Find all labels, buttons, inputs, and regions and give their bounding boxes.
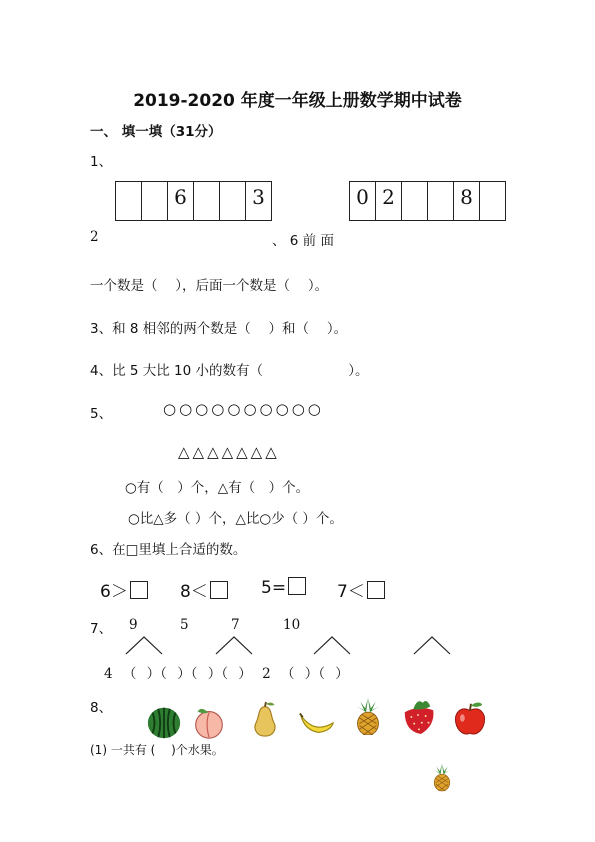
circle-row: ○○○○○○○○○○ bbox=[163, 400, 324, 418]
compare-text: 8＜ bbox=[180, 582, 208, 602]
q3-text: 3、和 8 相邻的两个数是（ ）和（ ）。 bbox=[90, 321, 348, 337]
page-title: 2019-2020 年度一年级上册数学期中试卷 bbox=[133, 91, 462, 111]
q8-number: 8、 bbox=[90, 700, 113, 716]
apple-icon bbox=[451, 699, 489, 737]
split-top: 9 bbox=[129, 617, 138, 633]
triangle-row: △△△△△△△ bbox=[178, 443, 280, 461]
banana-icon bbox=[298, 702, 336, 740]
watermelon-icon bbox=[145, 703, 183, 741]
q8-line1: (1) 一共有 ( )个水果。 bbox=[90, 743, 224, 757]
pineapple-icon bbox=[349, 697, 387, 735]
pineapple-icon bbox=[428, 760, 456, 794]
q7-number: 7、 bbox=[90, 621, 113, 637]
grid-cell[interactable]: 8 bbox=[454, 182, 480, 220]
q1-number: 1、 bbox=[90, 154, 113, 170]
compare-text: 7＜ bbox=[337, 582, 365, 602]
section-heading: 一、 填一填（31分） bbox=[90, 124, 222, 140]
q5-line2: ○比△多（ ）个，△比○少（ ）个。 bbox=[128, 511, 343, 527]
pear-icon bbox=[246, 700, 284, 738]
grid-cell[interactable]: 0 bbox=[350, 182, 376, 220]
grid-cell[interactable]: 3 bbox=[252, 185, 265, 209]
strawberry-icon bbox=[400, 697, 438, 735]
compare-text: 6＞ bbox=[100, 582, 128, 602]
q5-line1: ○有（ ）个，△有（ ）个。 bbox=[125, 480, 310, 496]
split-top: 5 bbox=[180, 617, 189, 633]
grid-cell[interactable]: 6 bbox=[168, 182, 194, 220]
q2-end: 、 6 前 面 bbox=[272, 233, 334, 249]
split-top: 7 bbox=[231, 617, 240, 633]
peach-icon bbox=[190, 703, 228, 741]
q2-start: 2 bbox=[90, 229, 99, 245]
q4-text: 4、比 5 大比 10 小的数有（ ）。 bbox=[90, 363, 369, 379]
grid-cell[interactable]: 2 bbox=[376, 182, 402, 220]
q6-text: 6、在□里填上合适的数。 bbox=[90, 542, 247, 558]
compare-text: 5= bbox=[261, 578, 287, 598]
split-bottom: 4 （ ）（ ）（ ）（ ） 2 （ ）（ ） bbox=[104, 666, 349, 682]
q2-text: 一个数是（ ），后面一个数是（ ）。 bbox=[90, 278, 329, 294]
split-top: 10 bbox=[283, 617, 301, 633]
q5-number: 5、 bbox=[90, 406, 113, 422]
